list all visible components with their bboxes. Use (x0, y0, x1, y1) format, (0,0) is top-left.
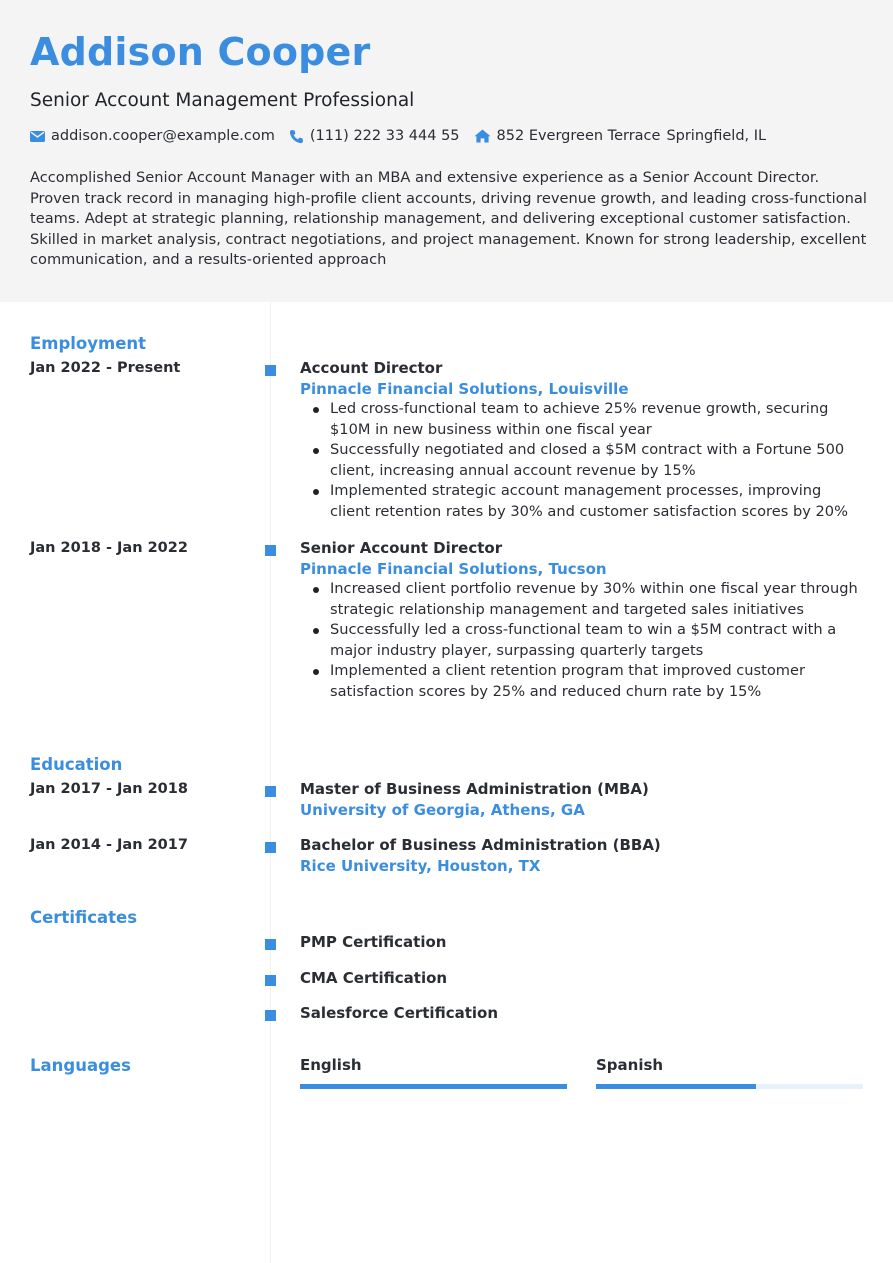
job-bullets (300, 579, 865, 703)
degree-name: Master of Business Administration (MBA) (300, 780, 649, 798)
timeline-marker (265, 975, 276, 986)
timeline-marker (265, 545, 276, 556)
certificate-item: PMP Certification (300, 933, 447, 951)
language-item (596, 1056, 863, 1089)
section-title-employment: Employment (30, 334, 147, 353)
job-company: Pinnacle Financial Solutions, Tucson (300, 559, 607, 578)
timeline-marker (265, 842, 276, 853)
school-name: University of Georgia, Athens, GA (300, 800, 585, 819)
job-bullets (300, 399, 865, 523)
timeline-marker (265, 939, 276, 950)
phone-text[interactable]: (111) 222 33 444 55 (309, 128, 460, 144)
home-icon (474, 129, 497, 143)
timeline-marker (265, 1010, 276, 1021)
resume-header (0, 0, 893, 302)
language-level-track (300, 1084, 567, 1089)
job-dates: Jan 2018 - Jan 2022 (30, 540, 188, 556)
phone-icon (289, 129, 310, 144)
language-level-track (596, 1084, 863, 1089)
certificate-item: Salesforce Certification (300, 1004, 499, 1022)
contact-phone[interactable] (289, 128, 460, 144)
section-title-education: Education (30, 755, 123, 774)
contact-row (30, 126, 786, 146)
job-company: Pinnacle Financial Solutions, Louisville (300, 379, 629, 398)
education-dates: Jan 2017 - Jan 2018 (30, 781, 188, 797)
language-name: Spanish (596, 1056, 664, 1074)
job-role: Senior Account Director (300, 539, 503, 557)
job-role: Account Director (300, 359, 443, 377)
language-item (300, 1056, 567, 1089)
timeline-marker (265, 365, 276, 376)
job-bullet: Led cross-functional team to achieve 25% revenue growth, securing $10M in new business within one fiscal year (300, 399, 865, 440)
job-entry (300, 538, 865, 703)
contact-email[interactable] (30, 128, 275, 144)
job-bullet: Increased client portfolio revenue by 30% within one fiscal year through strategic relationship management and targeted sales initiatives (300, 579, 865, 620)
degree-name: Bachelor of Business Administration (BBA) (300, 836, 661, 854)
timeline-divider (270, 302, 271, 1263)
address-street: 852 Evergreen Terrace (496, 128, 661, 144)
education-entry (300, 779, 865, 820)
language-level-bar (596, 1084, 756, 1089)
contact-address (474, 128, 773, 144)
job-dates: Jan 2022 - Present (30, 360, 181, 376)
email-text[interactable]: addison.cooper@example.com (51, 128, 275, 144)
job-entry (300, 358, 865, 523)
envelope-icon (30, 131, 51, 142)
school-name: Rice University, Houston, TX (300, 856, 541, 875)
language-level-bar (300, 1084, 567, 1089)
job-bullet: Successfully led a cross-functional team to win a $5M contract with a major industry player, surpassing quarterly targets (300, 620, 865, 661)
job-bullet: Successfully negotiated and closed a $5M contract with a Fortune 500 client, increasing annual account revenue by 15% (300, 440, 865, 481)
section-title-certificates: Certificates (30, 908, 138, 927)
education-entry (300, 835, 865, 876)
section-title-languages: Languages (30, 1056, 131, 1075)
education-dates: Jan 2014 - Jan 2017 (30, 837, 188, 853)
profile-summary: Accomplished Senior Account Manager with an MBA and extensive experience as a Senior Account Director. Proven track record in managing high-profile client accounts, driving revenue growth, and leading cross-functional teams. Adept at strategic planning, relationship management, and delivering exceptional customer satisfaction. Skilled in market analysis, contract negotiations, and project management. Known for strong leadership, excellent communication, and a results-oriented approach (30, 169, 867, 269)
candidate-name: Addison Cooper (30, 30, 371, 74)
language-name: English (300, 1056, 362, 1074)
timeline-marker (265, 786, 276, 797)
address-city: Springfield, IL (666, 128, 767, 144)
candidate-title: Senior Account Management Professional (30, 90, 415, 111)
job-bullet: Implemented strategic account management processes, improving client retention rates by 30% and customer satisfaction scores by 20% (300, 481, 865, 522)
job-bullet: Implemented a client retention program that improved customer satisfaction scores by 25% and reduced churn rate by 15% (300, 661, 865, 702)
certificate-item: CMA Certification (300, 969, 448, 987)
